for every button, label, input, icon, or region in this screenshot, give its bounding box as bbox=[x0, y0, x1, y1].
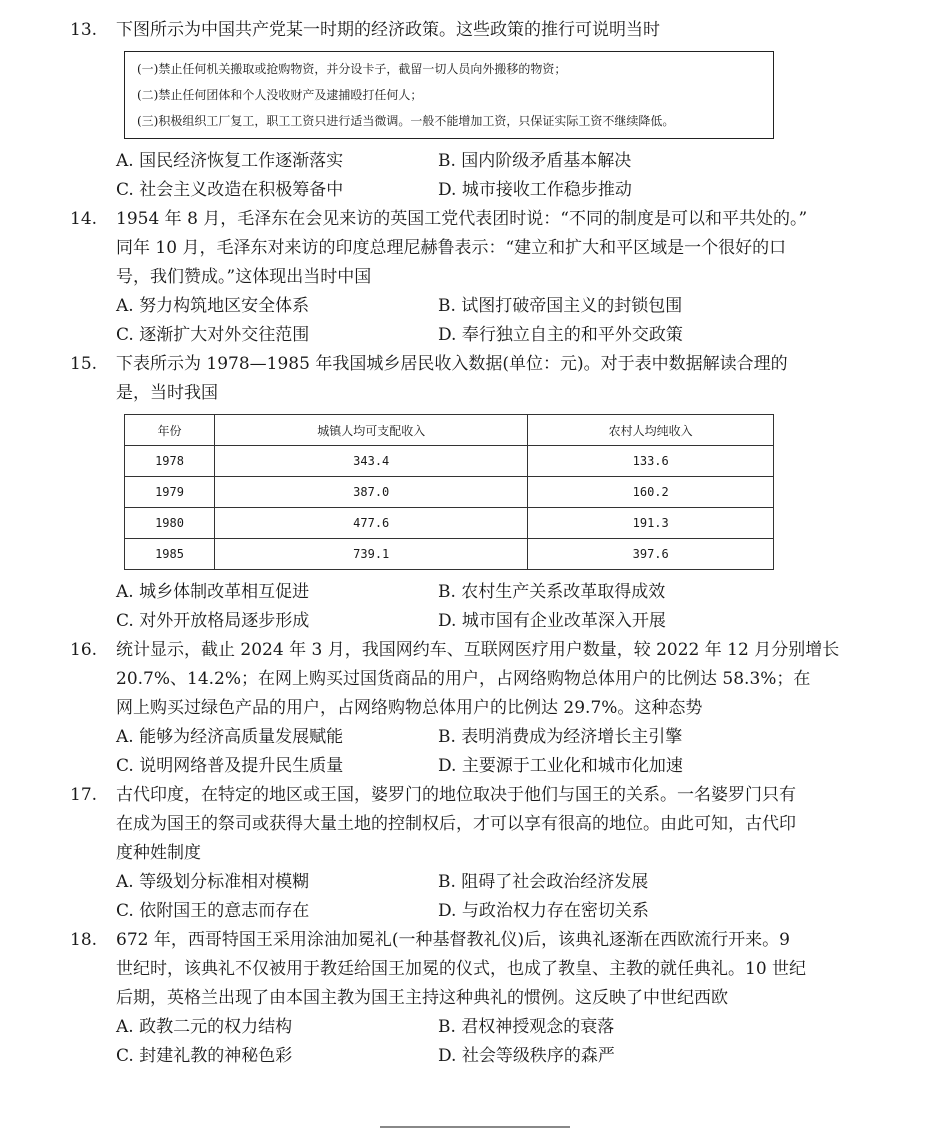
option-a: A. 城乡体制改革相互促进 bbox=[116, 582, 310, 602]
question-stem-line: 号，我们赞成。”这体现出当时中国 bbox=[116, 267, 372, 287]
option-c: C. 对外开放格局逐步形成 bbox=[116, 611, 310, 631]
table-row bbox=[125, 539, 774, 570]
question-number: 16. bbox=[70, 640, 98, 660]
option-b: B. 阻碍了社会政治经济发展 bbox=[438, 872, 649, 892]
header-year: 年份 bbox=[125, 415, 215, 446]
table-row bbox=[125, 477, 774, 508]
option-c: C. 逐渐扩大对外交往范围 bbox=[116, 325, 310, 345]
question-stem-line: 世纪时，该典礼不仅被用于教廷给国王加冕的仪式，也成了教皇、主教的就任典礼。10 世纪 bbox=[116, 959, 807, 979]
question-stem-line: 20.7%、14.2%；在网上购买过国货商品的用户，占网络购物总体用户的比例达 58.3%；在 bbox=[116, 669, 811, 689]
table-header-row bbox=[125, 415, 774, 446]
cell-urban: 343.4 bbox=[215, 446, 528, 477]
option-a: A. 能够为经济高质量发展赋能 bbox=[116, 727, 344, 747]
options bbox=[116, 292, 902, 350]
option-a: A. 国民经济恢复工作逐渐落实 bbox=[116, 151, 344, 171]
header-rural-income: 农村人均纯收入 bbox=[528, 415, 774, 446]
cell-rural: 160.2 bbox=[528, 477, 774, 508]
options bbox=[116, 868, 902, 926]
cell-rural: 397.6 bbox=[528, 539, 774, 570]
question-stem-line: 下表所示为 1978—1985 年我国城乡居民收入数据(单位：元)。对于表中数据解读合理的 bbox=[116, 354, 788, 374]
option-d: D. 与政治权力存在密切关系 bbox=[438, 901, 649, 921]
options bbox=[116, 147, 902, 205]
header-urban-income: 城镇人均可支配收入 bbox=[215, 415, 528, 446]
cell-year: 1978 bbox=[125, 446, 215, 477]
option-b: B. 表明消费成为经济增长主引擎 bbox=[438, 727, 683, 747]
option-c: C. 封建礼教的神秘色彩 bbox=[116, 1046, 293, 1066]
option-d: D. 社会等级秩序的森严 bbox=[438, 1046, 615, 1066]
option-d: D. 奉行独立自主的和平外交政策 bbox=[438, 325, 683, 345]
question-14 bbox=[70, 205, 902, 350]
question-number: 18. bbox=[70, 930, 98, 950]
options bbox=[116, 1013, 902, 1071]
footer-mark bbox=[380, 1126, 570, 1134]
question-15 bbox=[70, 350, 902, 636]
question-17 bbox=[70, 781, 902, 926]
question-18 bbox=[70, 926, 902, 1071]
question-stem-line: 1954 年 8 月，毛泽东在会见来访的英国工党代表团时说：“不同的制度是可以和平共处的。” bbox=[116, 209, 808, 229]
cell-year: 1979 bbox=[125, 477, 215, 508]
question-stem-line: 度种姓制度 bbox=[116, 843, 201, 863]
cell-rural: 191.3 bbox=[528, 508, 774, 539]
question-stem-line: 网上购买过绿色产品的用户，占网络购物总体用户的比例达 29.7%。这种态势 bbox=[116, 698, 703, 718]
question-number: 13. bbox=[70, 20, 98, 40]
question-number: 15. bbox=[70, 354, 98, 374]
question-stem-line: 672 年，西哥特国王采用涂油加冕礼(一种基督教礼仪)后，该典礼逐渐在西欧流行开来。9 bbox=[116, 930, 790, 950]
option-b: B. 农村生产关系改革取得成效 bbox=[438, 582, 666, 602]
cell-urban: 387.0 bbox=[215, 477, 528, 508]
question-stem-line: 后期，英格兰出现了由本国主教为国王主持这种典礼的惯例。这反映了中世纪西欧 bbox=[116, 988, 728, 1008]
policy-box bbox=[124, 51, 774, 139]
options bbox=[116, 723, 902, 781]
question-number: 17. bbox=[70, 785, 98, 805]
option-a: A. 等级划分标准相对模糊 bbox=[116, 872, 310, 892]
option-d: D. 城市接收工作稳步推动 bbox=[438, 180, 632, 200]
option-d: D. 城市国有企业改革深入开展 bbox=[438, 611, 666, 631]
table-row bbox=[125, 508, 774, 539]
option-b: B. 试图打破帝国主义的封锁包围 bbox=[438, 296, 683, 316]
cell-year: 1985 bbox=[125, 539, 215, 570]
option-c: C. 社会主义改造在积极筹备中 bbox=[116, 180, 344, 200]
policy-line: (三)积极组织工厂复工，职工工资只进行适当微调。一般不能增加工资，只保证实际工资不继续降低。 bbox=[137, 114, 675, 128]
question-stem-line: 下图所示为中国共产党某一时期的经济政策。这些政策的推行可说明当时 bbox=[116, 20, 660, 40]
policy-line: (二)禁止任何团体和个人没收财产及逮捕殴打任何人； bbox=[137, 88, 423, 102]
option-a: A. 努力构筑地区安全体系 bbox=[116, 296, 310, 316]
income-table bbox=[124, 414, 774, 570]
option-b: B. 国内阶级矛盾基本解决 bbox=[438, 151, 632, 171]
table-row bbox=[125, 446, 774, 477]
cell-year: 1980 bbox=[125, 508, 215, 539]
question-stem-line: 古代印度，在特定的地区或王国，婆罗门的地位取决于他们与国王的关系。一名婆罗门只有 bbox=[116, 785, 796, 805]
question-stem-line: 统计显示，截止 2024 年 3 月，我国网约车、互联网医疗用户数量，较 2022 年 12 月分别增长 bbox=[116, 640, 840, 660]
cell-urban: 477.6 bbox=[215, 508, 528, 539]
option-d: D. 主要源于工业化和城市化加速 bbox=[438, 756, 683, 776]
options bbox=[116, 578, 902, 636]
question-number: 14. bbox=[70, 209, 98, 229]
question-13 bbox=[70, 16, 902, 205]
question-16 bbox=[70, 636, 902, 781]
option-c: C. 依附国王的意志而存在 bbox=[116, 901, 310, 921]
cell-rural: 133.6 bbox=[528, 446, 774, 477]
question-stem-line: 同年 10 月，毛泽东对来访的印度总理尼赫鲁表示：“建立和扩大和平区域是一个很好的口 bbox=[116, 238, 787, 258]
question-stem-line: 在成为国王的祭司或获得大量土地的控制权后，才可以享有很高的地位。由此可知，古代印 bbox=[116, 814, 796, 834]
option-c: C. 说明网络普及提升民生质量 bbox=[116, 756, 344, 776]
cell-urban: 739.1 bbox=[215, 539, 528, 570]
option-b: B. 君权神授观念的衰落 bbox=[438, 1017, 615, 1037]
policy-line: (一)禁止任何机关搬取或抢购物资，并分设卡子，截留一切人员向外搬移的物资； bbox=[137, 62, 567, 76]
option-a: A. 政教二元的权力结构 bbox=[116, 1017, 293, 1037]
question-stem-line: 是，当时我国 bbox=[116, 383, 218, 403]
